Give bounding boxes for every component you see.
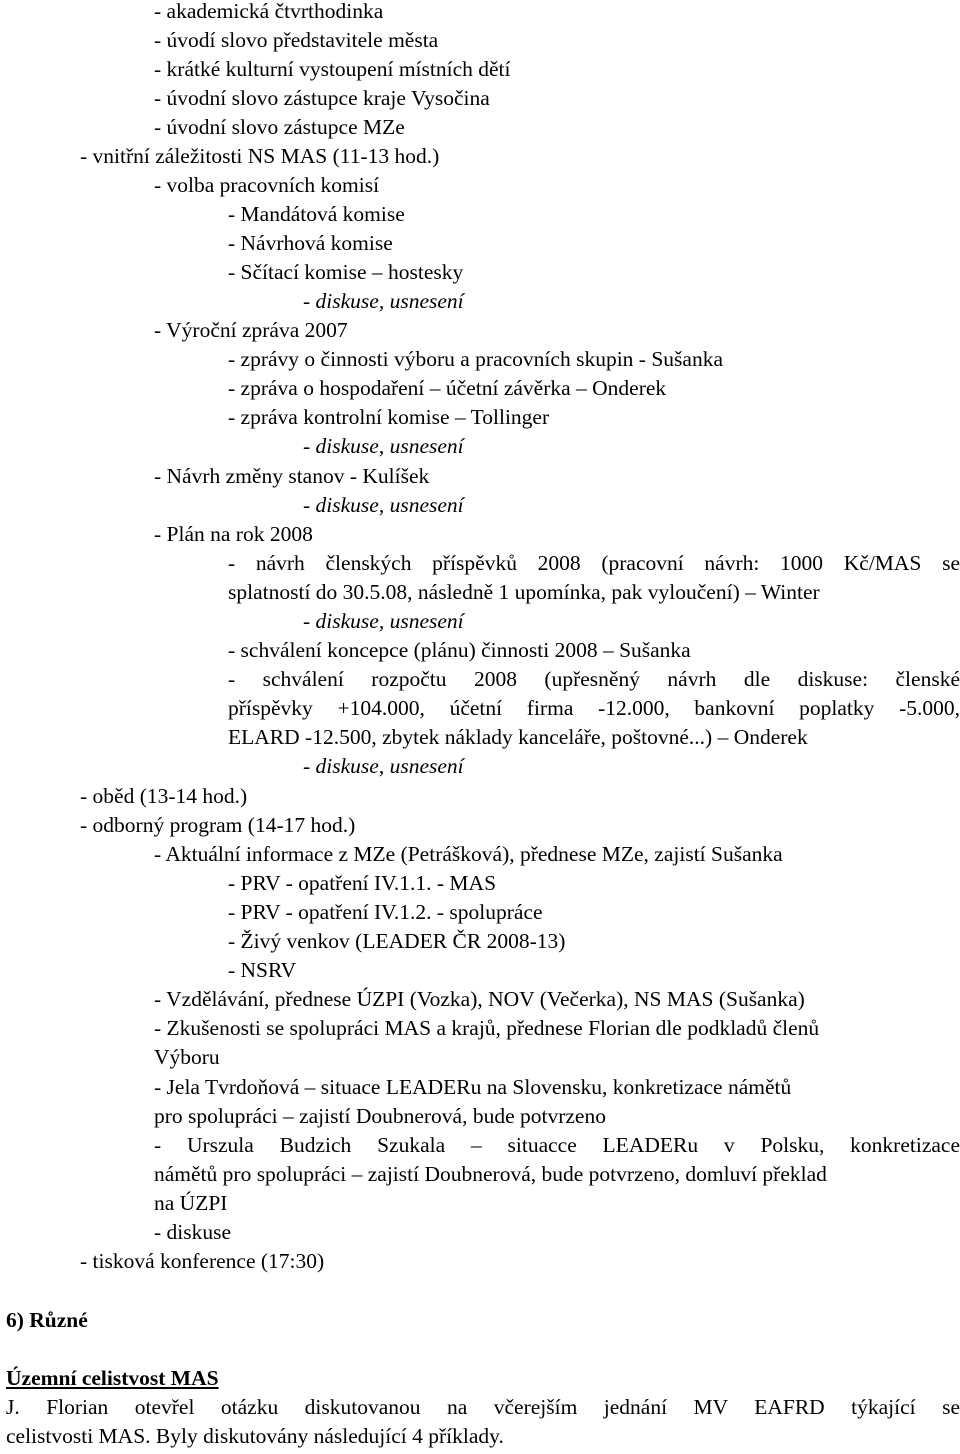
agenda-line: námětů pro spolupráci – zajistí Doubnerová, bude potvrzeno, domluví překlad (154, 1162, 827, 1186)
agenda-line: - diskuse, usnesení (303, 434, 464, 458)
agenda-line: - Návrhová komise (228, 231, 393, 255)
agenda-line: - Urszula Budzich Szukala – situacce LEADERu v Polsku, konkretizace (154, 1133, 960, 1157)
agenda-line: - Mandátová komise (228, 202, 405, 226)
agenda-line: - oběd (13-14 hod.) (80, 784, 248, 808)
agenda-line: pro spolupráci – zajistí Doubnerová, bude potvrzeno (154, 1104, 606, 1128)
agenda-line: - diskuse, usnesení (303, 754, 464, 778)
agenda-line: - zprávy o činnosti výboru a pracovních skupin - Sušanka (228, 347, 723, 371)
agenda-line: - zpráva o hospodaření – účetní závěrka – Onderek (228, 376, 667, 400)
agenda-line: - diskuse (154, 1220, 232, 1244)
agenda-line: - Sčítací komise – hostesky (228, 260, 464, 284)
agenda-line: - Aktuální informace z MZe (Petrášková), přednese MZe, zajistí Sušanka (154, 842, 783, 866)
agenda-line: - úvodí slovo představitele města (154, 28, 439, 52)
agenda-line: Výboru (154, 1045, 220, 1069)
section-heading: 6) Různé (6, 1308, 88, 1332)
agenda-line: - diskuse, usnesení (303, 289, 464, 313)
agenda-line: - zpráva kontrolní komise – Tollinger (228, 405, 550, 429)
agenda-line: - diskuse, usnesení (303, 609, 464, 633)
agenda-line: - schválení koncepce (plánu) činnosti 2008 – Sušanka (228, 638, 691, 662)
agenda-line: ELARD -12.500, zbytek náklady kanceláře, poštovné...) – Onderek (228, 725, 808, 749)
agenda-line: na ÚZPI (154, 1191, 228, 1215)
agenda-line: splatností do 30.5.08, následně 1 upomínka, pak vyloučení) – Winter (228, 580, 820, 604)
agenda-line: - Zkušenosti se spolupráci MAS a krajů, přednese Florian dle podkladů členů (154, 1016, 820, 1040)
agenda-line: - krátké kulturní vystoupení místních dětí (154, 57, 511, 81)
agenda-line: - odborný program (14-17 hod.) (80, 813, 356, 837)
paragraph-line: J. Florian otevřel otázku diskutovanou na včerejším jednání MV EAFRD týkající se (6, 1395, 960, 1419)
agenda-line: - návrh členských příspěvků 2008 (pracovní návrh: 1000 Kč/MAS se (228, 551, 960, 575)
agenda-line: - schválení rozpočtu 2008 (upřesněný návrh dle diskuse: členské (228, 667, 960, 691)
agenda-line: - PRV - opatření IV.1.2. - spolupráce (228, 900, 543, 924)
agenda-line: - Jela Tvrdoňová – situace LEADERu na Slovensku, konkretizace námětů (154, 1075, 792, 1099)
agenda-line: - akademická čtvrthodinka (154, 0, 384, 23)
agenda-line: - Plán na rok 2008 (154, 522, 313, 546)
agenda-line: - Výroční zpráva 2007 (154, 318, 348, 342)
agenda-line: - tisková konference (17:30) (80, 1249, 325, 1273)
agenda-line: - Návrh změny stanov - Kulíšek (154, 464, 430, 488)
agenda-line: - PRV - opatření IV.1.1. - MAS (228, 871, 497, 895)
agenda-line: příspěvky +104.000, účetní firma -12.000, bankovní poplatky -5.000, (228, 696, 960, 720)
agenda-line: - diskuse, usnesení (303, 493, 464, 517)
paragraph-line: celistvosti MAS. Byly diskutovány následující 4 příklady. (6, 1424, 504, 1448)
agenda-line: - úvodní slovo zástupce MZe (154, 115, 405, 139)
agenda-line: - úvodní slovo zástupce kraje Vysočina (154, 86, 490, 110)
subsection-heading: Územní celistvost MAS (6, 1366, 219, 1390)
agenda-line: - Živý venkov (LEADER ČR 2008-13) (228, 929, 566, 953)
agenda-line: - volba pracovních komisí (154, 173, 380, 197)
agenda-line: - Vzdělávání, přednese ÚZPI (Vozka), NOV (Večerka), NS MAS (Sušanka) (154, 987, 805, 1011)
agenda-line: - vnitřní záležitosti NS MAS (11-13 hod.) (80, 144, 440, 168)
agenda-line: - NSRV (228, 958, 297, 982)
